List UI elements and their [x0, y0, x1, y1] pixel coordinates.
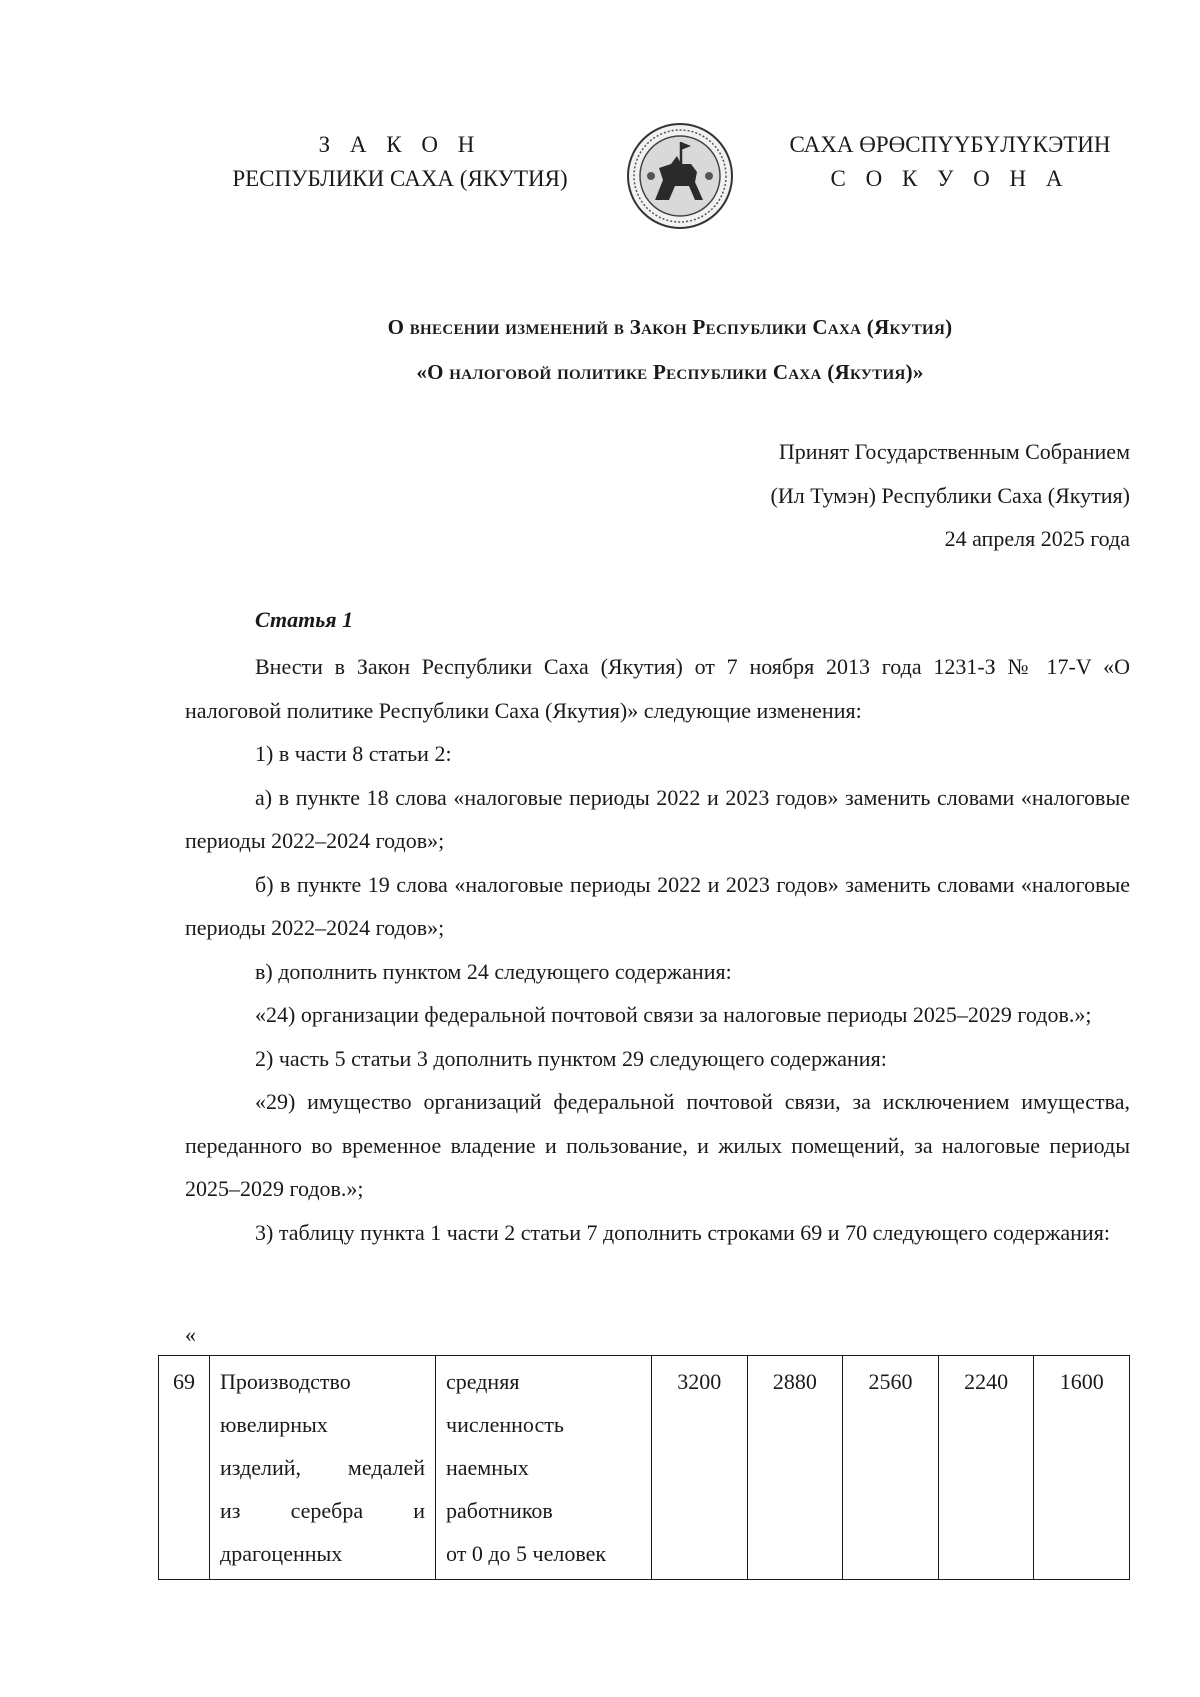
- paragraph: б) в пункте 19 слова «налоговые периоды 2022 и 2023 годов» заменить словами «налоговые периоды 2022–2024 годов»;: [185, 871, 1130, 940]
- value-cell: 2240: [938, 1356, 1034, 1580]
- indicator-cell: [436, 1356, 652, 1580]
- activity-line: из серебра и: [220, 1498, 425, 1523]
- paragraph: «29) имущество организаций федеральной почтовой связи, за исключением имущества, переданного во временное владение и пользование, и жилых помещений, за налоговые периоды 2025–2029 годов.»;: [185, 1089, 1130, 1201]
- value-cell: 2560: [843, 1356, 939, 1580]
- paragraph: в) дополнить пунктом 24 следующего содержания:: [255, 958, 732, 984]
- indicator-line: работников: [446, 1498, 553, 1523]
- tax-rate-table: [158, 1355, 1130, 1580]
- value-cell: 3200: [652, 1356, 748, 1580]
- indicator-line: средняя: [446, 1369, 520, 1394]
- table-opening-quote: «: [185, 1322, 196, 1347]
- paragraph: 2) часть 5 статьи 3 дополнить пунктом 29 следующего содержания:: [255, 1045, 887, 1071]
- activity-line: ювелирных: [220, 1412, 328, 1437]
- coat-of-arms-emblem-icon: [625, 120, 735, 232]
- activity-line: драгоценных: [220, 1541, 343, 1566]
- paragraph: 3) таблицу пункта 1 части 2 статьи 7 дополнить строками 69 и 70 следующего содержания:: [255, 1219, 1110, 1245]
- article-title: Статья 1: [255, 607, 354, 632]
- activity-cell: [210, 1356, 436, 1580]
- document-title-line1: О внесении изменений в Закон Республики Саха (Якутия): [387, 315, 953, 339]
- activity-line: Производство: [220, 1369, 351, 1394]
- indicator-line: численность: [446, 1412, 564, 1437]
- paragraph: 1) в части 8 статьи 2:: [255, 741, 452, 766]
- adoption-date: 24 апреля 2025 года: [944, 526, 1130, 551]
- activity-line: изделий, медалей: [220, 1455, 425, 1480]
- value-cell: 2880: [747, 1356, 843, 1580]
- adoption-line1: Принят Государственным Собранием: [778, 439, 1130, 464]
- header-left-line1: З А К О Н: [318, 132, 482, 157]
- row-number: 69: [159, 1356, 210, 1580]
- paragraph: Внести в Закон Республики Саха (Якутия) от 7 ноября 2013 года 1231-З № 17-V «О налоговой политике Республики Саха (Якутия)» следующие изменения:: [185, 654, 1130, 723]
- adoption-line2: (Ил Тумэн) Республики Саха (Якутия): [770, 483, 1130, 508]
- document-title-line2: «О налоговой политике Республики Саха (Якутия)»: [416, 360, 924, 384]
- article-body: [185, 645, 1130, 1254]
- header-right-line2: С О К У О Н А: [830, 166, 1070, 191]
- indicator-line: наемных: [446, 1455, 529, 1480]
- header-left: [215, 128, 585, 196]
- header-right: [780, 128, 1120, 196]
- header-right-line1: САХА ӨРӨСПҮҮБҮЛҮКЭТИН: [789, 132, 1111, 157]
- header-left-line2: РЕСПУБЛИКИ САХА (ЯКУТИЯ): [232, 166, 568, 191]
- paragraph: «24) организации федеральной почтовой связи за налоговые периоды 2025–2029 годов.»;: [255, 1002, 1092, 1027]
- value-cell: 1600: [1034, 1356, 1130, 1580]
- table-row: [159, 1356, 1130, 1580]
- paragraph: а) в пункте 18 слова «налоговые периоды 2022 и 2023 годов» заменить словами «налоговые периоды 2022–2024 годов»;: [185, 784, 1130, 853]
- indicator-line: от 0 до 5 человек: [446, 1541, 607, 1566]
